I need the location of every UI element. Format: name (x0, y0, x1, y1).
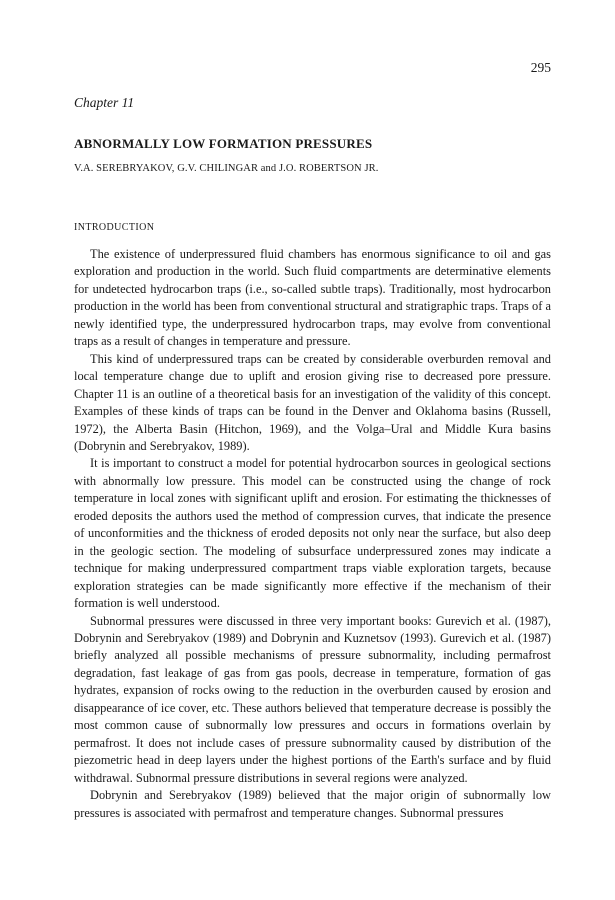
paragraph-3: It is important to construct a model for potential hydrocarbon sources in geological sections with abnormally low pressure. This model can be constructed using the change of rock temperature in local zones with significant uplift and erosion. For estimating the thicknesses of eroded deposits the authors used the method of compression curves, that indicate the presence of unconformities and the thickness of eroded deposits not only near the surface, but also deep in the geologic section. The modeling of subsurface underpressured zones may indicate a technique for making underpressured compartment traps viable exploration targets, because exploration strategies can be made significantly more effective if the mechanism of their formation is well understood. (74, 456, 551, 611)
chapter-label: Chapter 11 (74, 95, 135, 110)
authors-line: V.A. SEREBRYAKOV, G.V. CHILINGAR and J.O. ROBERTSON JR. (74, 163, 379, 174)
paragraph-4: Subnormal pressures were discussed in three very important books: Gurevich et al. (1987), Dobrynin and Serebryakov (1989) and Dobrynin and Kuznetsov (1993). Gurevich et al. (1987) briefly analyzed all possible mechanisms of pressure subnormality, including permafrost degradation, fast leakage of gas from gas pools, decrease in temperature, formation of gas hydrates, expansion of rocks owing to the reduction in the overburden caused by erosion and disappearance of ice cover, etc. These authors believed that temperature decrease is possibly the most common cause of subnormally low pressures and occurs in formations overlain by permafrost. It does not include cases of pressure subnormality caused by distribution of the piezometric head in deep layers under the highest portions of the Earth's surface and by fluid withdrawal. Subnormal pressure distributions in several regions were analyzed. (74, 613, 551, 785)
section-heading: INTRODUCTION (74, 222, 155, 233)
paragraph-5: Dobrynin and Serebryakov (1989) believed that the major origin of subnormally low pressures is associated with permafrost and temperature changes. Subnormal pressures (74, 788, 551, 820)
paragraph-2: This kind of underpressured traps can be created by considerable overburden removal and local temperature change due to uplift and erosion giving rise to decreased pore pressure. Chapter 11 is an outline of a theoretical basis for an investigation of the validity of this concept. Examples of these kinds of traps can be found in the Denver and Oklahoma basins (Russell, 1972), the Alberta Basin (Hitchon, 1969), and the Volga–Ural and Middle Kura basins (Dobrynin and Serebryakov, 1989). (74, 351, 551, 453)
chapter-title: ABNORMALLY LOW FORMATION PRESSURES (74, 136, 373, 151)
page-number: 295 (530, 60, 551, 75)
paragraph-1: The existence of underpressured fluid chambers has enormous significance to oil and gas exploration and production in the world. Such fluid compartments are determinative elements for undetected hydrocarbon traps (i.e., so-called subtle traps). Traditionally, most hydrocarbon production in the world has been from conventional structural and stratigraphic traps. Traps of a newly identified type, the underpressured hydrocarbon traps, may evolve from conventional traps as a result of changes in temperature and pressure. (74, 247, 551, 349)
body-text (74, 246, 551, 822)
